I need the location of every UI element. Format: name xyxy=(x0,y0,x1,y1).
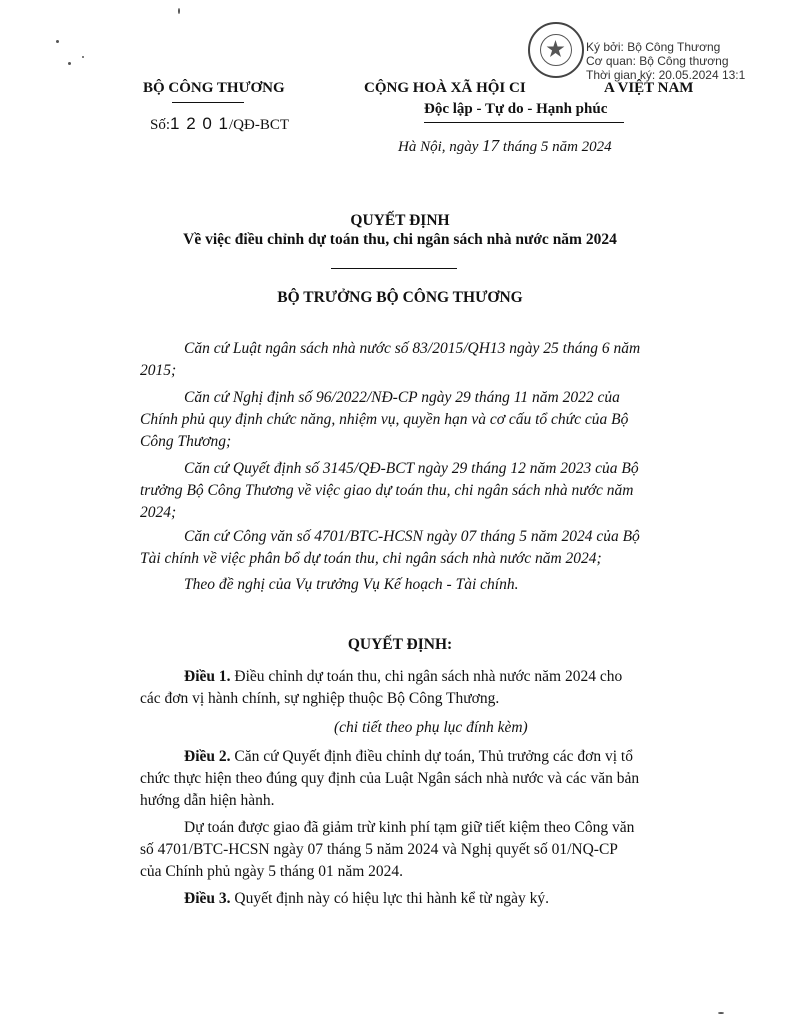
article-3-label: Điều 3. xyxy=(184,890,231,907)
ministry-name: BỘ CÔNG THƯƠNG xyxy=(143,80,285,96)
national-motto: Độc lập - Tự do - Hạnh phúc xyxy=(424,101,608,117)
legal-basis-2: Căn cứ Nghị định số 96/2022/NĐ-CP ngày 29 tháng 11 năm 2022 của Chính phủ quy định chức năng, nhiệm vụ, quyền hạn và cơ cấu tổ chức của Bộ Công Thương; xyxy=(140,389,629,450)
signature-time: Thời gian ký: 20.05.2024 13:1 xyxy=(586,68,746,82)
ministry-underline xyxy=(172,102,244,103)
date-day-handwritten: 17 xyxy=(482,136,500,155)
scan-speck xyxy=(178,8,180,14)
subject-underline xyxy=(331,268,457,269)
signature-agency: Cơ quan: Bộ Công thương xyxy=(586,54,729,68)
scan-speck xyxy=(68,62,71,65)
article-1: Điều 1. Điều chỉnh dự toán thu, chi ngân sách nhà nước năm 2024 cho các đơn vị hành chính, sự nghiệp thuộc Bộ Công Thương. xyxy=(140,668,623,707)
article-3: Điều 3. Quyết định này có hiệu lực thi hành kể từ ngày ký. xyxy=(184,890,550,907)
article-2: Điều 2. Căn cứ Quyết định điều chỉnh dự toán, Thủ trưởng các đơn vị tổ chức thực hiện theo đúng quy định của Luật Ngân sách nhà nước và các văn bản hướng dẫn hiện hành. xyxy=(140,748,640,809)
place-date xyxy=(398,136,612,156)
doc-number-suffix: /QĐ-BCT xyxy=(229,117,290,133)
document-number xyxy=(150,114,289,134)
article-1-note: (chi tiết theo phụ lục đính kèm) xyxy=(334,719,528,736)
decision-heading: QUYẾT ĐỊNH: xyxy=(347,636,453,653)
article-1-label: Điều 1. xyxy=(184,668,231,685)
scan-speck xyxy=(56,40,59,43)
legal-basis-1: Căn cứ Luật ngân sách nhà nước số 83/2015/QH13 ngày 25 tháng 6 năm 2015; xyxy=(140,340,641,379)
legal-basis-3: Căn cứ Quyết định số 3145/QĐ-BCT ngày 29 tháng 12 năm 2023 của Bộ trưởng Bộ Công Thương về việc giao dự toán thu, chi ngân sách nhà nước năm 2024; xyxy=(140,460,639,521)
decision-title: QUYẾT ĐỊNH xyxy=(350,212,450,229)
doc-number-prefix: Số: xyxy=(150,117,171,133)
date-suffix: tháng 5 năm 2024 xyxy=(502,139,612,155)
republic-name-tail: A VIỆT NAM xyxy=(604,80,694,96)
legal-basis-4: Căn cứ Công văn số 4701/BTC-HCSN ngày 07 tháng 5 năm 2024 của Bộ Tài chính về việc phân bổ dự toán thu, chi ngân sách nhà nước năm 2024; xyxy=(140,528,640,567)
scan-speck xyxy=(82,56,84,58)
date-prefix: Hà Nội, ngày xyxy=(398,139,479,155)
national-emblem-seal xyxy=(528,22,584,78)
signature-signed-by: Ký bởi: Bộ Công Thương xyxy=(586,40,721,54)
republic-name-head: CỘNG HOÀ XÃ HỘI CI xyxy=(364,80,526,96)
motto-underline xyxy=(424,122,624,123)
issuing-authority: BỘ TRƯỞNG BỘ CÔNG THƯƠNG xyxy=(277,289,523,306)
emblem-inner-ring xyxy=(540,34,572,66)
scan-speck xyxy=(718,1012,724,1014)
proposal-basis: Theo đề nghị của Vụ trưởng Vụ Kế hoạch - Tài chính. xyxy=(184,576,519,593)
star-icon xyxy=(541,35,570,64)
decision-subject: Về việc điều chỉnh dự toán thu, chi ngân sách nhà nước năm 2024 xyxy=(183,231,617,248)
article-2-label: Điều 2. xyxy=(184,748,231,765)
republic-name xyxy=(364,80,526,97)
doc-number-handwritten: 1 2 0 1 xyxy=(170,114,230,133)
article-2-paragraph-2: Dự toán được giao đã giảm trừ kinh phí tạm giữ tiết kiệm theo Công văn số 4701/BTC-HCSN ngày 07 tháng 5 năm 2024 và Nghị quyết số 01/NQ-CP của Chính phủ ngày 5 tháng 01 năm 2024. xyxy=(140,819,635,880)
